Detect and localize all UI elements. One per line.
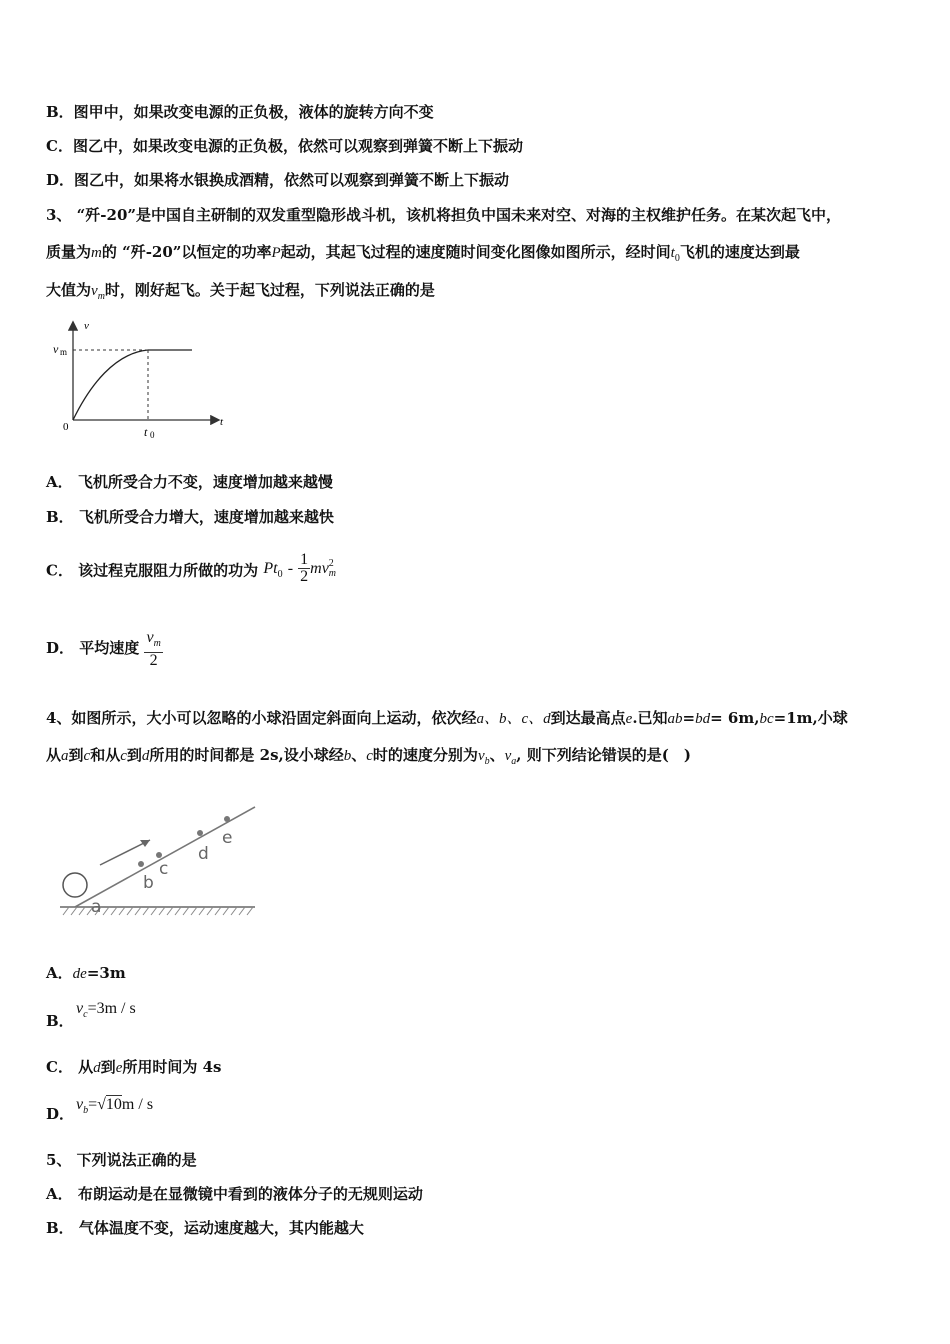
label-c: c — [159, 859, 169, 879]
label-b: b — [143, 873, 154, 893]
q3-option-b: B． 飞机所受合力增大，速度增加越来越快 — [46, 508, 334, 526]
graph-x-label: t — [220, 416, 224, 428]
q3-option-c: C． 该过程克服阻力所做的功为 $Pt_0$ - $\frac{1}{2}$ mv 2 m — [46, 548, 336, 595]
graph-vm-label: v — [53, 342, 59, 356]
q4-stem-line2: 从a到c和从c到d所用的时间都是 2s,设小球经b、c时的速度分别为$v_b$、$v_a$, 则下列结论错误的是( ) — [46, 746, 691, 767]
q3-option-d: D． 平均速度 $\frac{v_m}{2}$ — [46, 628, 161, 670]
q2-option-d: D．图乙中，如果将水银换成酒精，依然可以观察到弹簧不断上下振动 — [46, 171, 510, 189]
point-b-dot — [138, 861, 144, 867]
q4-option-c: C． 从d到e所用时间为 4s — [46, 1058, 222, 1076]
label-e: e — [222, 828, 233, 848]
motion-arrow — [100, 840, 150, 865]
q3-stem-line2: 质量为m的 “歼-20”以恒定的功率P起动，其起飞过程的速度随时间变化图像如图所示，经时间$t_0$飞机的速度达到最 — [46, 243, 800, 264]
point-c-dot — [156, 852, 162, 858]
q5-stem: 5、 下列说法正确的是 — [46, 1151, 197, 1169]
incline-figure — [55, 800, 265, 925]
point-d-dot — [197, 830, 203, 836]
q3-option-a: A． 飞机所受合力不变，速度增加越来越慢 — [46, 473, 333, 491]
graph-origin: 0 — [63, 421, 69, 433]
q3-stem-line3: 大值为$v_m$时，刚好起飞。关于起飞过程，下列说法正确的是 — [46, 281, 435, 302]
q3-option-c-formula: $Pt_0$ - $\frac{1}{2}$ mv 2 m — [263, 551, 337, 585]
q2-option-c: C．图乙中，如果改变电源的正负极，依然可以观察到弹簧不断上下振动 — [46, 137, 523, 155]
incline-line — [75, 807, 255, 907]
q3-stem-line1: 3、 “歼-20”是中国自主研制的双发重型隐形战斗机，该机将担负中国未来对空、对海的主权维护任务。在某次起飞中， — [46, 206, 842, 224]
q2-option-b: B．图甲中，如果改变电源的正负极，液体的旋转方向不变 — [46, 103, 434, 121]
velocity-time-graph — [50, 315, 230, 440]
q5-option-b: B． 气体温度不变，运动速度越大，其内能越大 — [46, 1219, 364, 1237]
graph-vm-sub: m — [60, 347, 68, 357]
label-a: a — [91, 897, 102, 917]
ball — [63, 873, 87, 897]
label-d: d — [198, 844, 209, 864]
point-e-dot — [224, 816, 230, 822]
velocity-curve — [73, 350, 192, 420]
graph-y-label: v — [84, 320, 89, 332]
q5-option-a: A． 布朗运动是在显微镜中看到的液体分子的无规则运动 — [46, 1185, 423, 1203]
graph-t0-label: t — [144, 425, 148, 439]
graph-t0-sub: 0 — [150, 430, 155, 440]
q4-stem-line1: 4、如图所示，大小可以忽略的小球沿固定斜面向上运动，依次经a、b、c、d到达最高点e.已知ab=bd= 6m,bc=1m,小球 — [46, 709, 848, 727]
q4-option-a: A．de=3m — [46, 964, 126, 982]
